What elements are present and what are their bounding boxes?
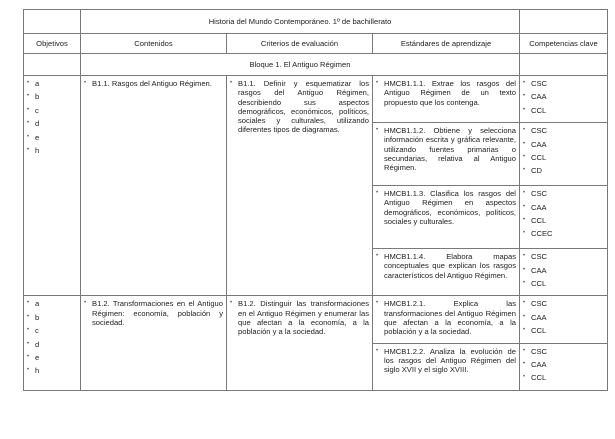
estandar-cell bbox=[373, 249, 520, 296]
competencias-cell bbox=[520, 296, 608, 343]
list-item: • e bbox=[27, 133, 77, 146]
list-item: • h bbox=[27, 366, 77, 379]
estandar-cell bbox=[373, 186, 520, 249]
contenido-text: • B1.2. Transformaciones en el Antiguo Régimen: economía, población y sociedad. bbox=[84, 299, 223, 327]
list-item: • a bbox=[27, 299, 77, 312]
estandar-text: • HMCB1.1.2. Obtiene y selecciona información escrita y gráfica relevante, utilizando fuentes primarias o secundarias, relativa al Antiguo Régimen. bbox=[376, 126, 516, 172]
criterio-cell bbox=[227, 76, 373, 296]
estandar-text: • HMCB1.1.3. Clasifica los rasgos del Antiguo Régimen en aspectos demográficos, económicos, políticos, sociales y culturales. bbox=[376, 189, 516, 226]
list-item: • CAA bbox=[523, 92, 604, 105]
estandar-cell bbox=[373, 123, 520, 186]
objetivos-cell bbox=[24, 296, 81, 390]
list-item: • CAA bbox=[523, 140, 604, 153]
list-item: • e bbox=[27, 353, 77, 366]
list-item: • CSC bbox=[523, 252, 604, 265]
list-item: • d bbox=[27, 340, 77, 353]
contenido-cell bbox=[81, 76, 227, 296]
empty-bloque-right bbox=[520, 54, 608, 76]
empty-bloque-left bbox=[24, 54, 81, 76]
competencias-cell bbox=[520, 186, 608, 249]
list-item: • CAA bbox=[523, 266, 604, 279]
col-header-contenidos: Contenidos bbox=[81, 34, 227, 54]
criterio-text: • B1.2. Distinguir las transformaciones en el Antiguo Régimen y enumerar las que afectan a la economía, a la población y a la sociedad. bbox=[230, 299, 369, 336]
table-row bbox=[24, 296, 608, 343]
list-item: • CSC bbox=[523, 126, 604, 139]
estandar-cell bbox=[373, 76, 520, 123]
competencias-cell bbox=[520, 123, 608, 186]
list-item: • b bbox=[27, 313, 77, 326]
competencias-cell bbox=[520, 343, 608, 390]
empty-corner-right bbox=[520, 10, 608, 34]
col-header-estandares: Estándares de aprendizaje bbox=[373, 34, 520, 54]
contenido-cell bbox=[81, 296, 227, 390]
list-item: • CSC bbox=[523, 299, 604, 312]
list-item: • CCL bbox=[523, 106, 604, 119]
empty-corner bbox=[24, 10, 81, 34]
table-title: Historia del Mundo Contemporáneo. 1º de bachillerato bbox=[81, 10, 520, 34]
list-item: • CCL bbox=[523, 216, 604, 229]
competencias-cell bbox=[520, 249, 608, 296]
estandar-cell bbox=[373, 296, 520, 343]
estandar-text: • HMCB1.1.4. Elabora mapas conceptuales que explican los rasgos característicos del Antiguo Régimen. bbox=[376, 252, 516, 280]
contenido-text: • B1.1. Rasgos del Antiguo Régimen. bbox=[84, 79, 223, 88]
list-item: • a bbox=[27, 79, 77, 92]
list-item: • CSC bbox=[523, 189, 604, 202]
list-item: • CSC bbox=[523, 347, 604, 360]
list-item: • CSC bbox=[523, 79, 604, 92]
list-item: • CD bbox=[523, 166, 604, 179]
list-item: • CAA bbox=[523, 313, 604, 326]
estandar-text: • HMCB1.2.2. Analiza la evolución de los rasgos del Antiguo Régimen del siglo XVII y el siglo XVIII. bbox=[376, 347, 516, 375]
criterio-cell bbox=[227, 296, 373, 390]
estandar-text: • HMCB1.2.1. Explica las transformaciones del Antiguo Régimen que afectan a la economía, a la población y a la sociedad. bbox=[376, 299, 516, 336]
col-header-competencias: Competencias clave bbox=[520, 34, 608, 54]
bloque-title: Bloque 1. El Antiguo Régimen bbox=[81, 54, 520, 76]
table-row bbox=[24, 76, 608, 123]
list-item: • c bbox=[27, 326, 77, 339]
competencias-cell bbox=[520, 76, 608, 123]
list-item: • h bbox=[27, 146, 77, 159]
list-item: • CCL bbox=[523, 373, 604, 386]
list-item: • CAA bbox=[523, 203, 604, 216]
list-item: • CAA bbox=[523, 360, 604, 373]
list-item: • CCEC bbox=[523, 229, 604, 242]
list-item: • d bbox=[27, 119, 77, 132]
estandar-cell bbox=[373, 343, 520, 390]
col-header-criterios: Criterios de evaluación bbox=[227, 34, 373, 54]
list-item: • b bbox=[27, 92, 77, 105]
list-item: • CCL bbox=[523, 153, 604, 166]
objetivos-cell bbox=[24, 76, 81, 296]
col-header-objetivos: Objetivos bbox=[24, 34, 81, 54]
criterio-text: • B1.1. Definir y esquematizar los rasgos del Antiguo Régimen, describiendo sus aspectos demográficos, económicos, políticos, sociales y culturales, utilizando diferentes tipos de diagramas. bbox=[230, 79, 369, 135]
curriculum-table bbox=[23, 9, 608, 391]
list-item: • CCL bbox=[523, 279, 604, 292]
estandar-text: • HMCB1.1.1. Extrae los rasgos del Antiguo Régimen de un texto propuesto que los contenga. bbox=[376, 79, 516, 107]
list-item: • CCL bbox=[523, 326, 604, 339]
list-item: • c bbox=[27, 106, 77, 119]
